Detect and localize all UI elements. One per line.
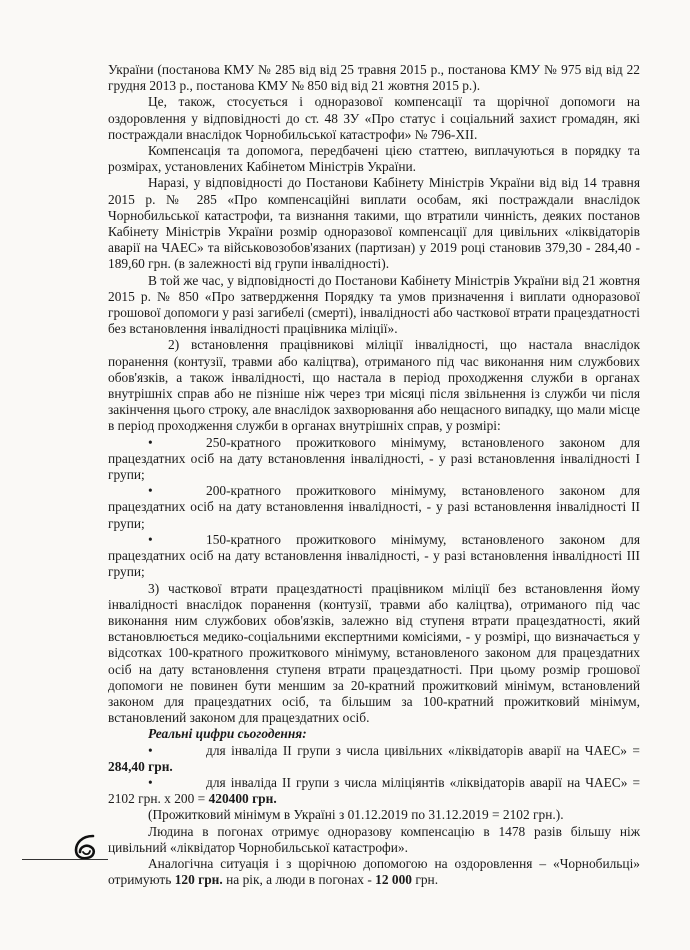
closing-text-2: на рік, а люди в погонах - xyxy=(226,872,372,888)
real-item-text: для інваліда II групи з числа міліціянтів «ліквідаторів аварії на ЧАЕС» = xyxy=(206,774,640,790)
paragraph-compensation-scope: Це, також, стосується і одноразової компенсації та щорічної допомоги на оздоровлення у відповідності до ст. 48 ЗУ «Про статус і соціальний захист громадян, які постраждали внаслідок Чорнобильської катастрофи» № 796-XII. xyxy=(108,94,640,142)
bullet-symbol: • xyxy=(148,483,153,499)
handwritten-page-number xyxy=(72,832,102,862)
real-item-amount: 284,40 грн. xyxy=(108,758,173,774)
real-item-text: для інваліда II групи з числа цивільних «ліквідаторів аварії на ЧАЕС» = xyxy=(206,742,640,758)
bullet-symbol: • xyxy=(148,531,153,547)
document-body xyxy=(108,62,640,888)
real-item-civilian xyxy=(108,743,640,775)
closing-text-3: грн. xyxy=(415,872,439,888)
footnote-rule xyxy=(22,859,108,860)
closing-health-aid xyxy=(108,856,640,888)
paragraph-resolution-850: В той же час, у відповідності до Постанови Кабінету Міністрів України від 21 жовтня 2015 р. № 850 «Про затвердження Порядку та умов призначення і виплати одноразової грошової допомоги у разі загибелі (смерті), інвалідності або часткової втрати працездатності без встановлення інвалідності працівника міліції». xyxy=(108,272,640,337)
paragraph-item-3: 3) часткової втрати працездатності працівником міліції без встановлення йому інвалідності внаслідок поранення (контузії, травми або каліцтва), отриманого під час виконання ним службових обов'язків, залежно від ступеня втрати працездатності, який встановлюється медико-соціальними експертними комісіями, - у розмірі, що визначається у відсотках 100-кратного прожиткового мінімуму, встановленого законом для працездатних осіб на дату встановлення ступеня втрати працездатності. При цьому розмір грошової допомоги не повинен бути меншим за 20-кратний прожитковий мінімум, встановлений законом для працездатних осіб, та більшим за 100-кратний прожитковий мінімум, встановлений законом для працездатних осіб. xyxy=(108,580,640,726)
bullet-item-group-2 xyxy=(108,483,640,532)
paragraph-item-2: 2) встановлення працівникові міліції інвалідності, що настала внаслідок поранення (контузії, травми або каліцтва), отриманого під час виконання ним службових обов'язків, а також інвалідності, що настала в період проходження служби в органах внутрішніх справ або не пізніше ніж через три місяці після звільнення із служби чи після закінчення цього строку, але внаслідок захворювання або нещасного випадку, що мали місце в період проходження служби в органах внутрішніх справ, у розмірі: xyxy=(108,337,640,434)
bullet-text: 200-кратного прожиткового мінімуму, встановленого законом для працездатних осіб на дату встановлення інвалідності, - у разі встановлення інвалідності II групи; xyxy=(108,483,640,531)
bullet-item-group-3 xyxy=(108,532,640,581)
closing-amount-police: 12 000 xyxy=(375,872,412,888)
real-item-police xyxy=(108,775,640,807)
bullet-text: 150-кратного прожиткового мінімуму, встановленого законом для працездатних осіб на дату встановлення інвалідності, - у разі встановлення інвалідності III групи; xyxy=(108,531,640,580)
closing-comparison: Людина в погонах отримує одноразову компенсацію в 1478 разів більшу ніж цивільний «ліквідатор Чорнобильської катастрофи». xyxy=(108,823,640,855)
real-item-amount: 420400 грн. xyxy=(208,791,277,807)
paragraph-continuation: України (постанова КМУ № 285 від від 25 травня 2015 р., постанова КМУ № 975 від від 22 грудня 2013 р., постанова КМУ № 850 від від 21 жовтня 2015 р.). xyxy=(108,62,640,94)
paragraph-resolution-285: Наразі, у відповідності до Постанови Кабінету Міністрів України від від 14 травня 2015 р. № 285 «Про компенсаційні виплати особам, які постраждали внаслідок Чорнобильської катастрофи, та визнання такими, що втратили чинність, деяких постанов Кабінету Міністрів України розмір одноразової компенсації для цивільних «ліквідаторів аварії на ЧАЕС» та військовозобов'язаних (партизан) у 2019 році становив 379,30 - 284,40 - 189,60 грн. (в залежності від групи інвалідності). xyxy=(108,175,640,272)
subsistence-note: (Прожитковий мінімум в Україні з 01.12.2019 по 31.12.2019 = 2102 грн.). xyxy=(148,807,564,823)
bullet-symbol: • xyxy=(148,774,153,790)
closing-amount-civil: 120 грн. xyxy=(174,872,223,888)
bullet-symbol: • xyxy=(148,434,153,450)
bullet-item-group-1 xyxy=(108,435,640,484)
real-item-calc: 2102 грн. х 200 = xyxy=(108,791,206,807)
closing-text-1: Аналогічна ситуація і з щорічною допомогою на оздоровлення – «Чорнобильці» отримують xyxy=(108,855,640,888)
paragraph-payment-order: Компенсація та допомога, передбачені цією статтею, виплачуються в порядку та розмірах, установлених Кабінетом Міністрів України. xyxy=(108,143,640,175)
bullet-text: 250-кратного прожиткового мінімуму, встановленого законом для працездатних осіб на дату встановлення інвалідності, - у разі встановлення інвалідності I групи; xyxy=(108,434,640,483)
bullet-symbol: • xyxy=(148,742,153,758)
real-figures-heading xyxy=(108,726,640,742)
real-figures-title: Реальні цифри сьогодення: xyxy=(148,726,307,742)
